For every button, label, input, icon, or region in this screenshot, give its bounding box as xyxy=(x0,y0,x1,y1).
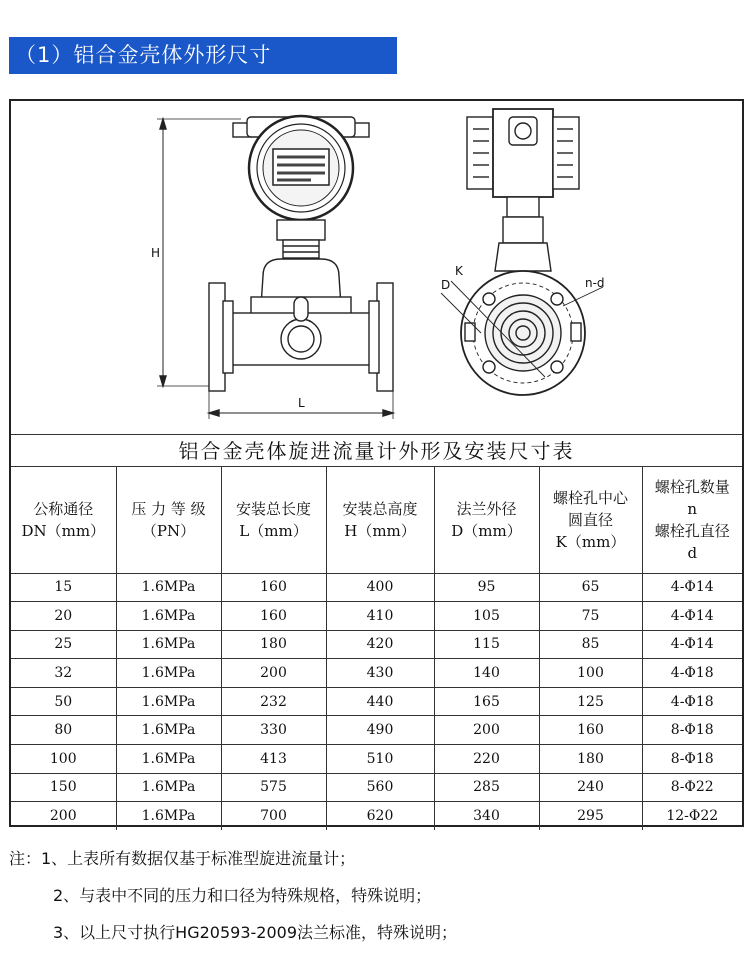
cell-pn: 1.6MPa xyxy=(116,630,221,659)
table-row xyxy=(11,630,742,659)
drawing-label-d: D xyxy=(441,278,451,292)
cell-height: 400 xyxy=(326,573,434,602)
cell-height: 560 xyxy=(326,773,434,802)
cell-flange-diameter: 105 xyxy=(434,602,539,631)
table-row xyxy=(11,716,742,745)
table-row xyxy=(11,659,742,688)
cell-flange-diameter: 115 xyxy=(434,630,539,659)
cell-pn: 1.6MPa xyxy=(116,773,221,802)
technical-drawing xyxy=(11,101,742,434)
cell-bolt-holes: 4-Φ14 xyxy=(642,602,742,631)
table-row xyxy=(11,687,742,716)
cell-flange-diameter: 165 xyxy=(434,687,539,716)
header-bolt-circle: 螺栓孔中心 圆直径 K（mm） xyxy=(539,467,642,573)
cell-bolt-holes: 8-Φ22 xyxy=(642,773,742,802)
cell-pn: 1.6MPa xyxy=(116,745,221,774)
note-item: 注：1、上表所有数据仅基于标准型旋进流量计； xyxy=(9,849,356,868)
cell-length: 330 xyxy=(221,716,326,745)
cell-bolt-circle: 160 xyxy=(539,716,642,745)
header-bolt-holes: 螺栓孔数量 n 螺栓孔直径 d xyxy=(642,467,742,573)
cell-dn: 80 xyxy=(11,716,116,745)
drawing-label-l: L xyxy=(298,396,305,410)
drawing-label-k: K xyxy=(455,264,463,278)
drawing-label-h: H xyxy=(151,246,161,260)
cell-dn: 15 xyxy=(11,573,116,602)
cell-height: 420 xyxy=(326,630,434,659)
cell-bolt-holes: 12-Φ22 xyxy=(666,808,719,825)
table-row xyxy=(11,745,742,774)
drawing-label-nd: n-d xyxy=(585,276,605,290)
table-header-row xyxy=(11,467,742,573)
table-row xyxy=(11,802,742,831)
cell-bolt-holes: 4-Φ14 xyxy=(642,630,742,659)
cell-dn: 32 xyxy=(11,659,116,688)
cell-length: 413 xyxy=(221,745,326,774)
cell-pn: 1.6MPa xyxy=(116,802,221,831)
cell-length: 160 xyxy=(221,573,326,602)
cell-bolt-circle: 125 xyxy=(539,687,642,716)
table-caption: 铝合金壳体旋进流量计外形及安装尺寸表 xyxy=(11,434,742,467)
cell-flange-diameter: 200 xyxy=(434,716,539,745)
cell-height: 490 xyxy=(326,716,434,745)
cell-height: 620 xyxy=(326,802,434,831)
cell-length: 700 xyxy=(221,802,326,831)
cell-height: 440 xyxy=(326,687,434,716)
cell-dn: 200 xyxy=(11,802,116,831)
cell-bolt-holes: 4-Φ18 xyxy=(642,687,742,716)
table-row xyxy=(11,602,742,631)
cell-bolt-holes: 8-Φ18 xyxy=(642,716,742,745)
cell-bolt-circle: 240 xyxy=(539,773,642,802)
cell-length: 200 xyxy=(221,659,326,688)
cell-pn: 1.6MPa xyxy=(116,573,221,602)
cell-flange-diameter: 140 xyxy=(434,659,539,688)
cell-length: 232 xyxy=(221,687,326,716)
note-item: 3、以上尺寸执行HG20593-2009法兰标准，特殊说明； xyxy=(53,923,458,942)
cell-bolt-circle: 100 xyxy=(539,659,642,688)
note-item: 2、与表中不同的压力和口径为特殊规格，特殊说明； xyxy=(53,886,432,905)
cell-height: 410 xyxy=(326,602,434,631)
cell-bolt-holes: 8-Φ18 xyxy=(642,745,742,774)
cell-length: 575 xyxy=(221,773,326,802)
cell-dn: 150 xyxy=(11,773,116,802)
cell-dn: 50 xyxy=(11,687,116,716)
cell-bolt-circle: 85 xyxy=(539,630,642,659)
cell-pn: 1.6MPa xyxy=(116,716,221,745)
header-length: 安装总长度 L（mm） xyxy=(221,467,326,573)
cell-flange-diameter: 95 xyxy=(434,573,539,602)
cell-height: 510 xyxy=(326,745,434,774)
cell-pn: 1.6MPa xyxy=(116,659,221,688)
cell-bolt-holes: 4-Φ18 xyxy=(642,659,742,688)
cell-length: 180 xyxy=(221,630,326,659)
cell-pn: 1.6MPa xyxy=(116,687,221,716)
cell-flange-diameter: 220 xyxy=(434,745,539,774)
cell-bolt-circle: 180 xyxy=(539,745,642,774)
cell-bolt-circle: 295 xyxy=(539,802,642,831)
cell-bolt-holes: 4-Φ14 xyxy=(642,573,742,602)
header-dn: 公称通径 DN（mm） xyxy=(11,467,116,573)
cell-dn: 25 xyxy=(11,630,116,659)
cell-dn: 100 xyxy=(11,745,116,774)
table-row xyxy=(11,773,742,802)
header-pn: 压 力 等 级 （PN） xyxy=(116,467,221,573)
cell-bolt-circle: 75 xyxy=(539,602,642,631)
cell-bolt-circle: 65 xyxy=(539,573,642,602)
cell-length: 160 xyxy=(221,602,326,631)
cell-pn: 1.6MPa xyxy=(116,602,221,631)
dimension-frame xyxy=(9,99,744,827)
cell-flange-diameter: 340 xyxy=(434,802,539,831)
cell-height: 430 xyxy=(326,659,434,688)
cell-dn: 20 xyxy=(11,602,116,631)
table-row xyxy=(11,573,742,602)
cell-flange-diameter: 285 xyxy=(434,773,539,802)
dimensions-table xyxy=(11,467,742,830)
header-flange-diameter: 法兰外径 D（mm） xyxy=(434,467,539,573)
header-height: 安装总高度 H（mm） xyxy=(326,467,434,573)
section-title: （1）铝合金壳体外形尺寸 xyxy=(9,37,397,74)
notes xyxy=(9,840,739,951)
